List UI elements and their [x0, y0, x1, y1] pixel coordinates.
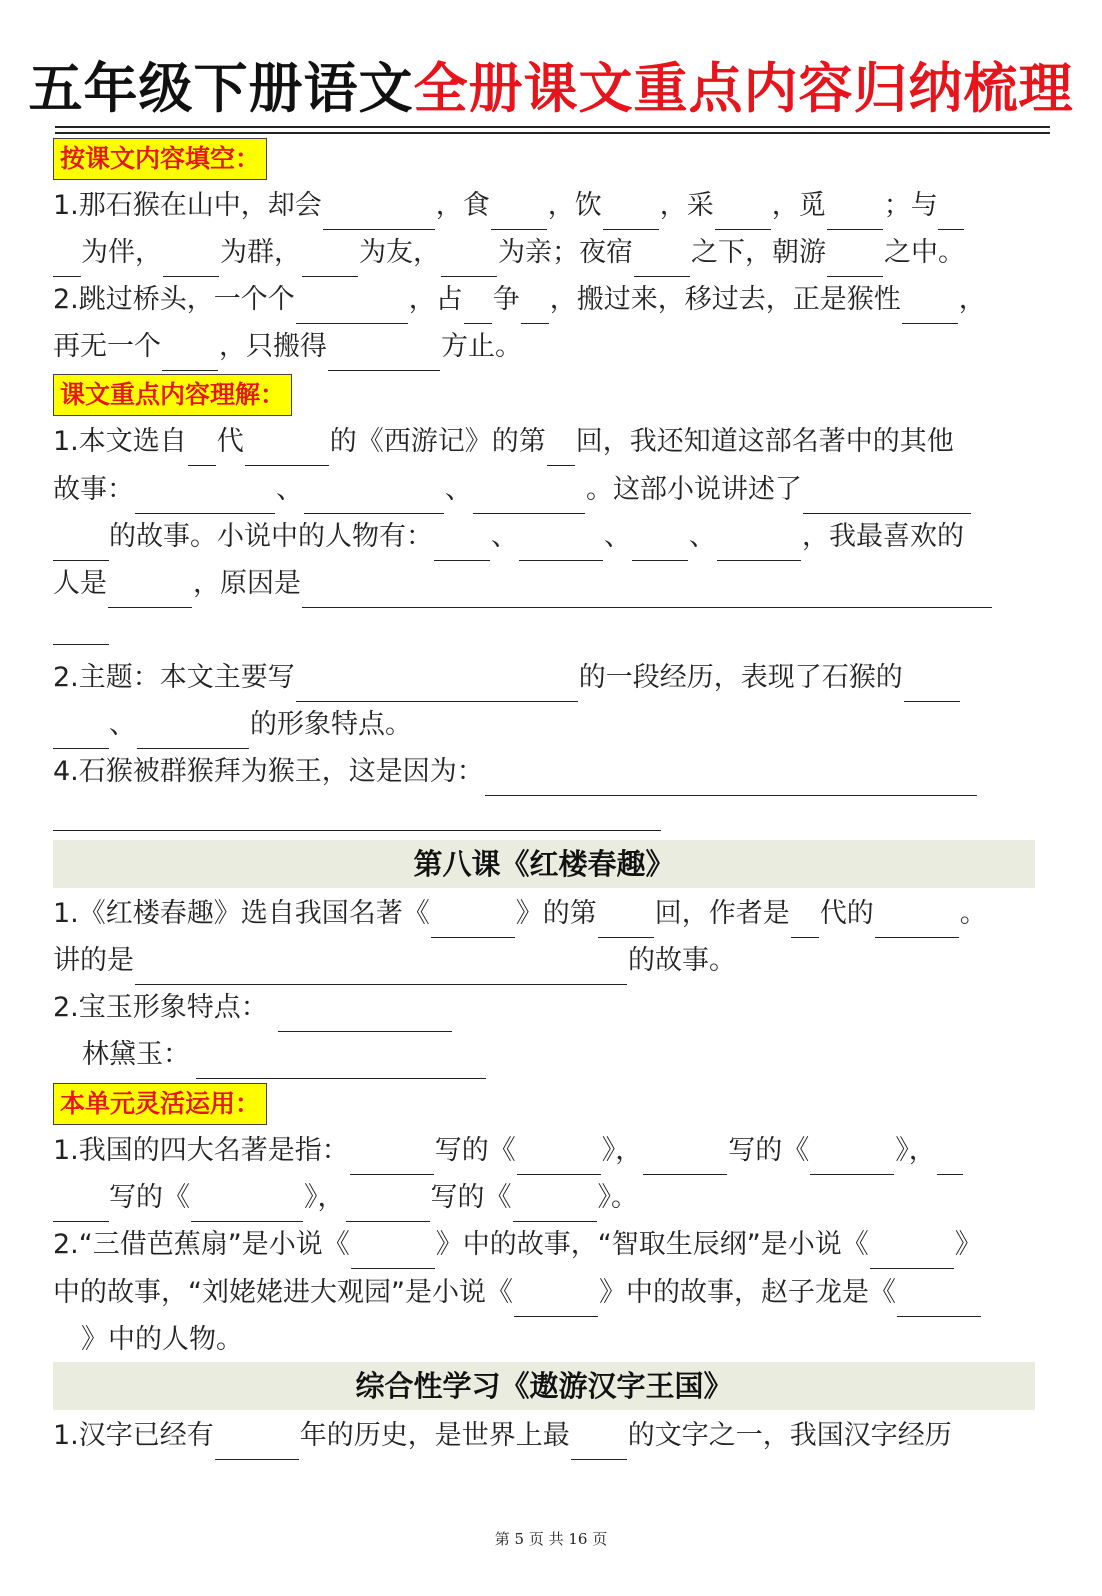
question-line: 再无一个 ，只搬得 方止。	[53, 323, 522, 371]
question-line: 》中的人物。	[53, 1316, 243, 1364]
question-line: 讲的是 的故事。	[53, 937, 736, 985]
blank[interactable]	[521, 289, 549, 324]
section-heading-fill: 按课文内容填空：	[53, 138, 267, 180]
blank[interactable]	[937, 1140, 963, 1175]
question-line: 1.《红楼春趣》选自我国名著《 》的第 回，作者是 代的 。	[53, 890, 987, 938]
blank[interactable]	[870, 1234, 954, 1269]
blank[interactable]	[598, 903, 654, 938]
blank[interactable]	[162, 336, 218, 371]
question-line: 人是 ，原因是	[53, 560, 993, 608]
question-line: 2.主题：本文主要写 的一段经历，表现了石猴的	[53, 654, 961, 702]
blank[interactable]	[304, 479, 444, 514]
title-topic: 全册课文重点内容归纳梳理	[413, 57, 1074, 120]
question-line: 故事： 、 、 。这部小说讲述了	[53, 466, 972, 514]
question-line: 1.本文选自 代 的《西游记》的第 回，我还知道这部名著中的其他	[53, 418, 954, 466]
blank[interactable]	[717, 526, 801, 561]
blank[interactable]	[875, 903, 959, 938]
blank[interactable]	[191, 1187, 303, 1222]
blank[interactable]	[431, 903, 515, 938]
blank[interactable]	[108, 573, 192, 608]
title-grade: 五年级下册语文	[28, 57, 414, 120]
question-line: 为伴， 为群， 为友， 为亲；夜宿 之下，朝游 之中。	[53, 229, 965, 277]
question-line: 中的故事，“刘姥姥进大观园”是小说《 》中的故事，赵子龙是《	[53, 1269, 982, 1317]
blank[interactable]	[302, 242, 358, 277]
blank[interactable]	[473, 479, 585, 514]
blank[interactable]	[517, 1140, 601, 1175]
blank[interactable]	[827, 195, 883, 230]
blank[interactable]	[196, 1044, 486, 1079]
section-heading-understand: 课文重点内容理解：	[53, 374, 292, 416]
blank[interactable]	[328, 336, 440, 371]
blank[interactable]	[188, 431, 216, 466]
blank[interactable]	[464, 289, 492, 324]
blank[interactable]	[135, 950, 627, 985]
blank[interactable]	[350, 1140, 434, 1175]
question-line: 、 的形象特点。	[53, 701, 412, 749]
blank[interactable]	[296, 667, 578, 702]
question-line: 1.汉字已经有 年的历史，是世界上最 的文字之一，我国汉字经历	[53, 1412, 952, 1460]
blank[interactable]	[513, 1187, 597, 1222]
blank[interactable]	[827, 242, 883, 277]
blank[interactable]	[547, 431, 575, 466]
blank[interactable]	[137, 714, 249, 749]
blank[interactable]	[245, 431, 329, 466]
blank[interactable]	[135, 479, 275, 514]
blank[interactable]	[351, 1234, 435, 1269]
blank[interactable]	[902, 289, 958, 324]
blank[interactable]	[643, 1140, 727, 1175]
blank[interactable]	[634, 242, 690, 277]
blank[interactable]	[904, 667, 960, 702]
lesson-8-band: 第八课《红楼春趣》	[53, 840, 1035, 888]
question-line: 4.石猴被群猴拜为猴王，这是因为：	[53, 748, 978, 796]
section-heading-apply: 本单元灵活运用：	[53, 1083, 267, 1125]
blank[interactable]	[296, 289, 408, 324]
blank[interactable]	[715, 195, 771, 230]
blank[interactable]	[346, 1187, 430, 1222]
question-line: 2.宝玉形象特点：	[53, 984, 453, 1032]
blank[interactable]	[53, 644, 109, 645]
blank[interactable]	[278, 997, 452, 1032]
blank[interactable]	[571, 1425, 627, 1460]
blank[interactable]	[215, 1425, 299, 1460]
blank[interactable]	[53, 714, 109, 749]
blank[interactable]	[791, 903, 819, 938]
page-footer: 第 5 页 共 16 页	[494, 1530, 608, 1548]
blank[interactable]	[897, 1282, 981, 1317]
question-line: 1.那石猴在山中，却会 ，食 ，饮 ，采 ，觅 ；与	[53, 182, 964, 230]
question-line: 2.“三借芭蕉扇”是小说《 》中的故事，“智取生辰纲”是小说《 》	[53, 1221, 982, 1269]
question-line: 的故事。小说中的人物有： 、 、 、 ，我最喜欢的	[53, 513, 964, 561]
blank[interactable]	[810, 1140, 894, 1175]
blank[interactable]	[53, 830, 661, 831]
blank[interactable]	[491, 195, 547, 230]
blank[interactable]	[53, 1329, 81, 1364]
blank[interactable]	[938, 195, 964, 230]
blank[interactable]	[53, 1187, 109, 1222]
question-line: 林黛玉：	[82, 1031, 487, 1079]
blank[interactable]	[53, 242, 81, 277]
question-line: 写的《 》， 写的《 》。	[53, 1174, 638, 1222]
blank[interactable]	[803, 479, 971, 514]
blank[interactable]	[434, 526, 490, 561]
blank[interactable]	[485, 761, 977, 796]
blank[interactable]	[603, 195, 659, 230]
blank[interactable]	[53, 526, 109, 561]
question-line: 2.跳过桥头，一个个 ，占 争 ，搬过来，移过去，正是猴性 ，	[53, 276, 986, 324]
blank[interactable]	[302, 573, 992, 608]
title-rule-top	[55, 126, 1050, 128]
page-title	[0, 54, 1102, 124]
blank[interactable]	[163, 242, 219, 277]
title-rule-bottom	[55, 132, 1050, 134]
blank[interactable]	[514, 1282, 598, 1317]
integrated-study-band: 综合性学习《遨游汉字王国》	[53, 1362, 1035, 1410]
blank[interactable]	[441, 242, 497, 277]
question-line: 1.我国的四大名著是指： 写的《 》， 写的《 》，	[53, 1127, 964, 1175]
blank[interactable]	[519, 526, 603, 561]
blank[interactable]	[323, 195, 435, 230]
blank[interactable]	[632, 526, 688, 561]
